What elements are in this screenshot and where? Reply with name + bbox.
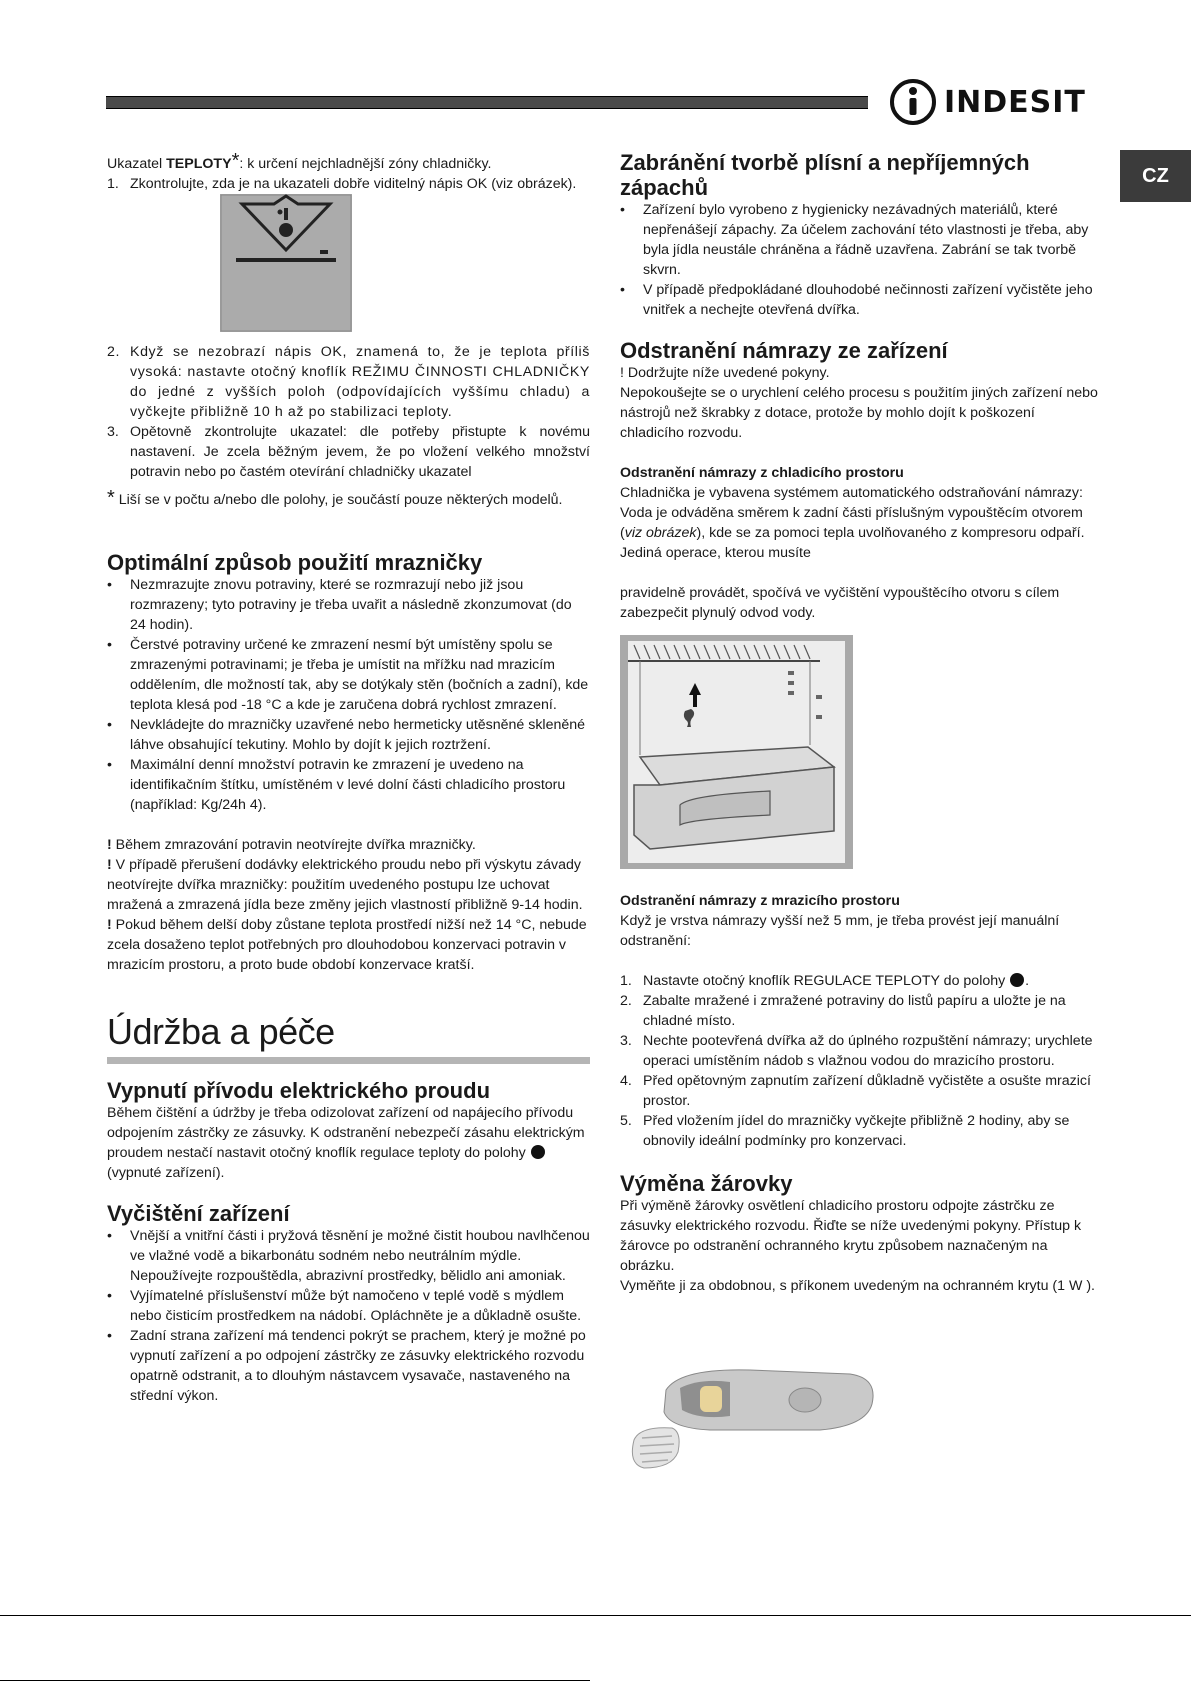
- list-item: 3. Nechte pootevřená dvířka až do úplného rozpuštění námrazy; urychlete operaci umístěním nádob s vlažnou vodou do mrazicího prostoru.: [620, 1033, 1093, 1069]
- power-off-text: Během čištění a údržby je třeba odizolovat zařízení od napájecího přívodu odpojením zástrčky ze zásuvky. K odstranění nebezpečí zásahu elektrickým proudem nestačí nastavit otočný knoflík regulace teploty do polohy (vypnuté zařízení).: [107, 1105, 585, 1181]
- temp-step: 3. Opětovně zkontrolujte ukazatel: dle potřeby přistupte k novému nastavení. Je zcela běžným jevem, že po vložení velkého množství potravin nebo po častém otevírání chladničky ukazatel: [107, 424, 590, 480]
- temp-step: 2. Když se nezobrazí nápis OK, znamená to, že je teplota příliš vysoká: nastavte otočný knoflík REŽIMU ČINNOSTI CHLADNIČKY do jedné z vyšších poloh (odpovídajících vyššímu chladu) a vyčkejte přibližně 10 h až po stabilizaci teploty.: [107, 344, 590, 420]
- freezer-defrost-title: Odstranění námrazy z mrazicího prostoru: [620, 893, 900, 909]
- freezer-warning: ! Pokud během delší doby zůstane teplota prostředí nižší než 14 °C, nebude zcela dosaženo teplot potřebných pro dlouhodobou konzervaci potravin v mrazicím prostoru, a proto bude období konzervace kratší.: [107, 917, 587, 973]
- list-item: • Čerstvé potraviny určené ke zmrazení nesmí být umístěny spolu se zmrazenými potravinami; je třeba je umístit na mřížku nad mrazicím oddělením, dle možností tak, aby se dotýkaly stěn (bočních a zadní), kde teplota klesá pod -18 °C a kde je zaručena dobrá rychlost zmrazení.: [107, 637, 589, 713]
- off-position-icon: [1010, 973, 1024, 987]
- language-tab: CZ: [1120, 150, 1191, 202]
- freezer-bullets: [107, 575, 590, 815]
- left-column: [107, 150, 590, 1406]
- ok-indicator-icon: [220, 194, 352, 332]
- freezer-defrost-text: Když je vrstva námrazy vyšší než 5 mm, je třeba provést její manuální odstranění:: [620, 913, 1060, 949]
- fridge-defrost-title: Odstranění námrazy z chladicího prostoru: [620, 465, 904, 481]
- bulb-text-2: Vyměňte ji za obdobnou, s příkonem uvedeným na ochranném krytu (1 W ).: [620, 1278, 1095, 1294]
- list-item: • Maximální denní množství potravin ke zmrazení je uvedeno na identifikačním štítku, umístěném v levé dolní části chladicího prostoru (například: Kg/24h 4).: [107, 757, 566, 813]
- temp-footnote: * Liší se v počtu a/nebo dle polohy, je součástí pouze některých modelů.: [107, 487, 563, 509]
- freezer-warning: ! V případě přerušení dodávky elektrického proudu nebo při výskytu závady neotvírejte dvířka mrazničky: použitím uvedeného postupu lze uchovat mražená a zmrazená jídla beze změny jejich vlastností přibližně 9-14 hodin.: [107, 857, 583, 913]
- cleaning-title: Vyčištění zařízení: [107, 1201, 290, 1226]
- power-off-title: Vypnutí přívodu elektrického proudu: [107, 1078, 491, 1103]
- indesit-logo-icon: [888, 77, 938, 127]
- list-item: • Vnější a vnitřní části i pryžová těsnění je možné čistit houbou navlhčenou ve vlažné vodě a bikarbonátu sodném nebo neutrálním mýdle. Nepoužívejte rozpouštědla, abrazivní prostředky, bělidlo ani amoniak.: [107, 1228, 590, 1284]
- mold-bullets: [620, 200, 1100, 320]
- list-item: • Nevkládejte do mrazničky uzavřené nebo hermeticky utěsněné skleněné láhve obsahující tekutiny. Mohlo by dojít k jejich roztržení.: [107, 717, 586, 753]
- list-item: 5. Před vložením jídel do mrazničky vyčkejte přibližně 2 hodiny, aby se obnovily ideální podmínky pro konzervaci.: [620, 1113, 1070, 1149]
- brand-logo: [888, 78, 1098, 126]
- list-item: • Zadní strana zařízení má tendenci pokrýt se prachem, který je možné po vypnutí zařízení a po odpojení zástrčky ze zásuvky elektrického rozvodu opatrně odstranit, a to dlouhým nástavcem vysavače, nastaveného na střední výkon.: [107, 1328, 586, 1404]
- fridge-drain-illustration: [620, 635, 853, 869]
- header-bar: [106, 96, 868, 109]
- temp-indicator-intro: Ukazatel TEPLOTY*: k určení nejchladnější zóny chladničky.: [107, 150, 492, 172]
- right-column: [620, 150, 1100, 1486]
- fridge-defrost-text-continued: pravidelně provádět, spočívá ve vyčištění vypouštěcího otvoru s cílem zabezpečit plynulý odvod vody.: [620, 585, 1060, 621]
- footer-rule-lower: [0, 1680, 590, 1681]
- defrost-warning-text: Nepokoušejte se o urychlení celého procesu s použitím jiných zařízení nebo nástrojů než škrabky z dotace, protože by mohlo dojít k poškození chladicího rozvodu.: [620, 385, 1098, 441]
- bulb-text: Při výměně žárovky osvětlení chladicího prostoru odpojte zástrčku ze zásuvky elektrického rozvodu. Řiďte se níže uvedenými pokyny. Přístup k žárovce po odstranění ochranného krytu způsobem naznačeným na obrázku.: [620, 1198, 1082, 1274]
- light-cover-illustration: [620, 1360, 880, 1480]
- fridge-defrost-text: Chladnička je vybavena systémem automatického odstraňování námrazy: Voda je odváděna směrem k zadní části příslušným vypouštěcím otvorem (viz obrázek), kde se za pomoci tepla uvolňovaného z kompresoru odpaří. Jediná operace, kterou musíte: [620, 485, 1085, 561]
- ok-indicator-figure: [107, 194, 590, 332]
- mold-title: Zabránění tvorbě plísní a nepříjemných zápachů: [620, 150, 1030, 200]
- freezer-warning: ! Během zmrazování potravin neotvírejte dvířka mrazničky.: [107, 837, 476, 853]
- list-item: 1. Nastavte otočný knoflík REGULACE TEPLOTY do polohy .: [620, 973, 1030, 989]
- list-item: • Nezmrazujte znovu potraviny, které se rozmrazují nebo již jsou rozmrazeny; tyto potraviny je třeba uvařit a následně zkonzumovat (do 24 hodin).: [107, 577, 572, 633]
- freezer-defrost-steps: [620, 971, 1100, 1151]
- list-item: • Vyjímatelné příslušenství může být namočeno v teplé vodě s mýdlem nebo čisticím prostředkem na nádobí. Opláchněte je a důkladně osušte.: [107, 1288, 582, 1324]
- defrost-title: Odstranění námrazy ze zařízení: [620, 338, 948, 363]
- maintenance-title: Údržba a péče: [107, 1011, 335, 1052]
- list-item: 4. Před opětovným zapnutím zařízení důkladně vyčistěte a osušte mrazicí prostor.: [620, 1073, 1091, 1109]
- footer-rule: [0, 1615, 1191, 1616]
- freezer-title: Optimální způsob použití mrazničky: [107, 550, 483, 575]
- list-item: • Zařízení bylo vyrobeno z hygienicky nezávadných materiálů, které nepřenášejí zápachy. Za účelem zachování této vlastnosti je třeba, aby byla jídla neustále chráněna a řádně uzavřena. Zabrání se tak tvorbě skvrn.: [620, 202, 1089, 278]
- brand-name: INDESIT: [944, 84, 1086, 120]
- off-position-icon: [531, 1145, 545, 1159]
- drain-hole-figure: [620, 635, 853, 869]
- list-item: • V případě předpokládané dlouhodobé nečinnosti zařízení vyčistěte jeho vnitřek a nechejte otevřená dvířka.: [620, 282, 1093, 318]
- list-item: 2. Zabalte mražené i zmražené potraviny do listů papíru a uložte je na chladné místo.: [620, 993, 1066, 1029]
- defrost-intro: ! Dodržujte níže uvedené pokyny.: [620, 365, 830, 381]
- section-divider: [107, 1057, 590, 1064]
- temp-step: 1. Zkontrolujte, zda je na ukazateli dobře viditelný nápis OK (viz obrázek).: [107, 176, 577, 192]
- bulb-title: Výměna žárovky: [620, 1171, 793, 1196]
- cleaning-bullets: [107, 1226, 590, 1406]
